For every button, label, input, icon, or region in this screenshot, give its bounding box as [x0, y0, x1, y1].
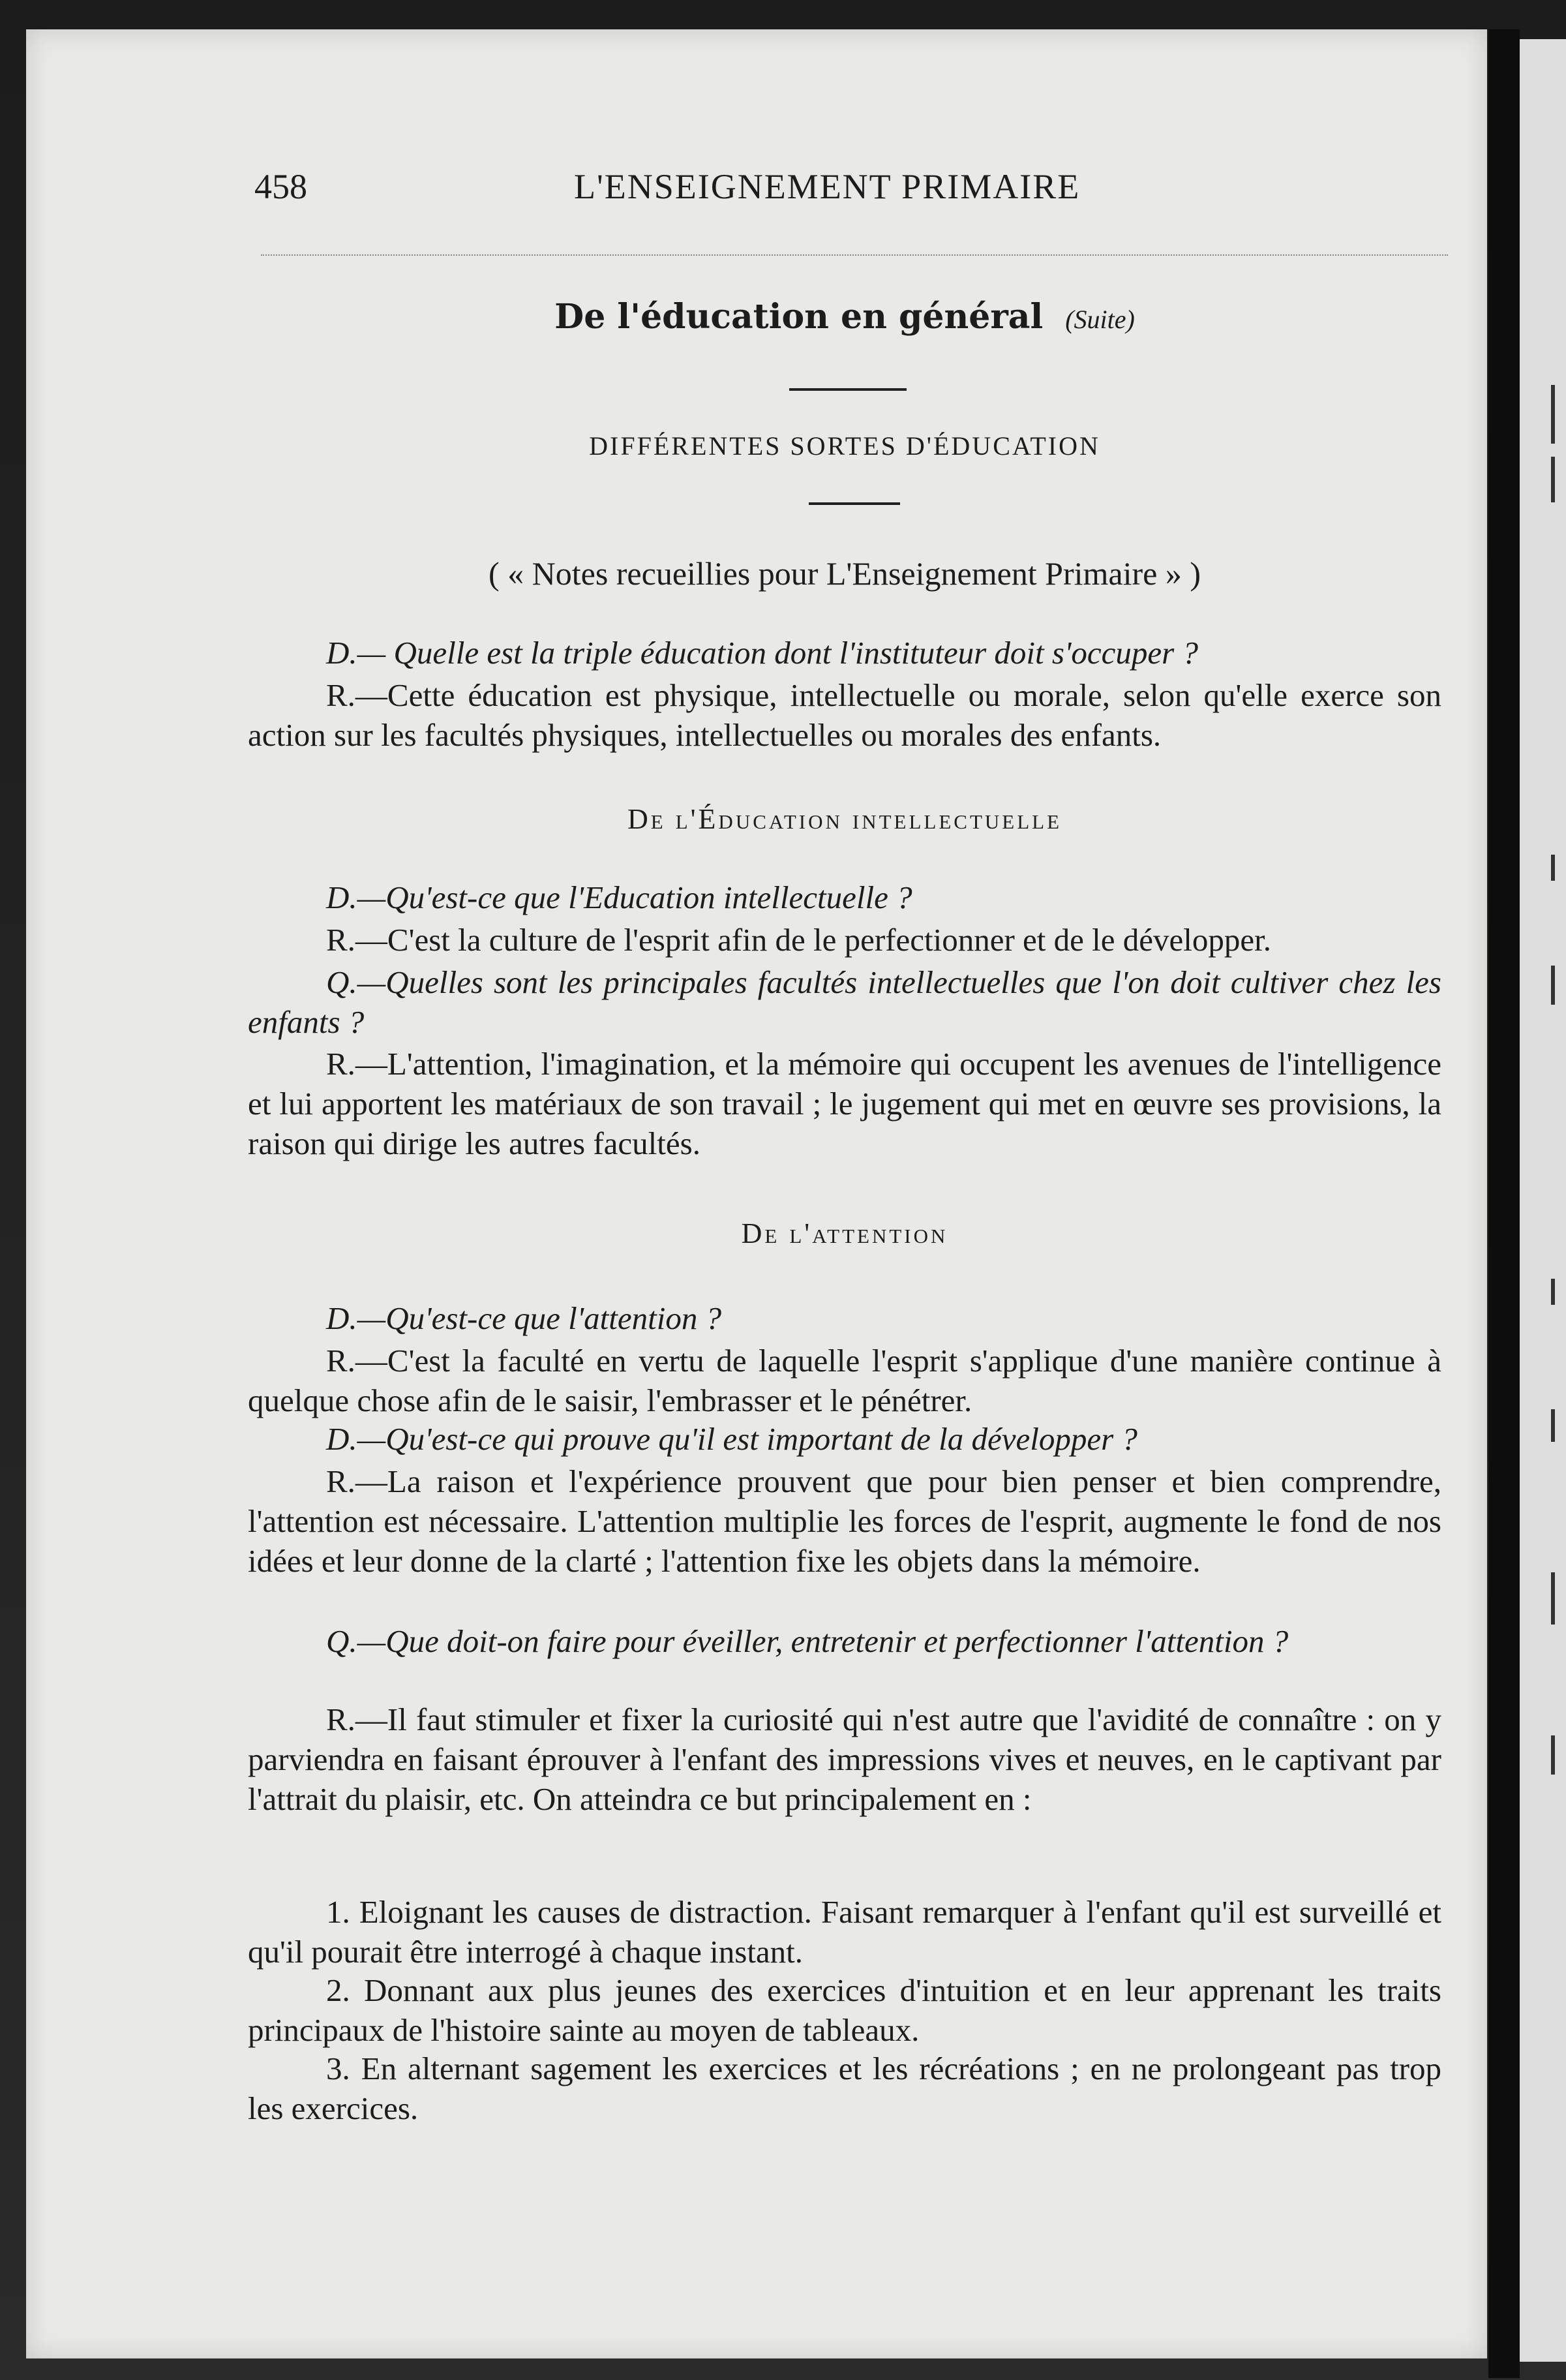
- notes-line: ( « Notes recueillies pour L'Enseignement Primaire » ): [488, 555, 1201, 592]
- question-paragraph: Q.—Quelles sont les principales facultés intellectuelles que l'on doit cultiver chez les enfants ?: [248, 964, 1441, 1040]
- page-header: [248, 166, 1441, 219]
- page-number: 458: [254, 167, 307, 206]
- answer-paragraph: R.—L'attention, l'imagination, et la mémoire qui occupent les avenues de l'intelligence et lui apportent les matériaux de son travail ; le jugement qui met en œuvre ses provisions, la raison qui dirige les autres facultés.: [248, 1046, 1441, 1161]
- question-paragraph: D.—Qu'est-ce que l'Education intellectuelle ?: [326, 879, 912, 915]
- adjacent-page-edge: [1520, 39, 1566, 2362]
- article-title-line: [248, 297, 1441, 337]
- answer-paragraph: R.—Il faut stimuler et fixer la curiosité qui n'est autre que l'avidité de connaître : on y parviendra en faisant éprouver à l'enfant des impressions vives et neuves, en le captivant par l'attrait du plaisir, etc. On atteindra ce but principalement en :: [248, 1701, 1441, 1817]
- section-rule: [809, 502, 900, 505]
- running-title: L'ENSEIGNEMENT PRIMAIRE: [574, 167, 1081, 206]
- article-title: De l'éducation en général: [554, 297, 1044, 337]
- book-gutter: [1488, 29, 1520, 2378]
- title-rule: [789, 388, 907, 391]
- answer-paragraph: 2. Donnant aux plus jeunes des exercices d'intuition et en leur apprenant les traits principaux de l'histoire sainte au moyen de tableaux.: [248, 1972, 1441, 2048]
- answer-paragraph: R.—C'est la faculté en vertu de laquelle l'esprit s'applique d'une manière continue à quelque chose afin de le saisir, l'embrasser et le pénétrer.: [248, 1343, 1441, 1418]
- answer-paragraph: R.—Cette éducation est physique, intellectuelle ou morale, selon qu'elle exerce son action sur les facultés physiques, intellectuelles ou morales des enfants.: [248, 677, 1441, 753]
- section-heading: DIFFÉRENTES SORTES D'ÉDUCATION: [589, 431, 1100, 461]
- header-rule: [261, 254, 1448, 256]
- subsection-heading: De l'attention: [741, 1217, 948, 1249]
- answer-paragraph: 3. En alternant sagement les exercices et les récréations ; en ne prolongeant pas trop les exercices.: [248, 2051, 1441, 2126]
- question-paragraph: D.—Qu'est-ce que l'attention ?: [326, 1300, 722, 1336]
- article-title-suite: (Suite): [1065, 305, 1135, 334]
- answer-paragraph: R.—La raison et l'expérience prouvent que pour bien penser et bien comprendre, l'attention est nécessaire. L'attention multiplie les forces de l'esprit, augmente le fond de nos idées et leur donne de la clarté ; l'attention fixe les objets dans la mémoire.: [248, 1463, 1441, 1579]
- question-paragraph: Q.—Que doit-on faire pour éveiller, entretenir et perfectionner l'attention ?: [326, 1623, 1289, 1659]
- question-paragraph: D.—Qu'est-ce qui prouve qu'il est important de la développer ?: [326, 1421, 1137, 1457]
- answer-paragraph: 1. Eloignant les causes de distraction. Faisant remarquer à l'enfant qu'il est surveillé et qu'il pourait être interrogé à chaque instant.: [248, 1894, 1441, 1970]
- question-paragraph: D.— Quelle est la triple éducation dont l'instituteur doit s'occuper ?: [326, 635, 1198, 671]
- page-content: [248, 166, 1441, 2126]
- subsection-heading: De l'Éducation intellectuelle: [627, 803, 1062, 835]
- answer-paragraph: R.—C'est la culture de l'esprit afin de le perfectionner et de le développer.: [326, 922, 1271, 958]
